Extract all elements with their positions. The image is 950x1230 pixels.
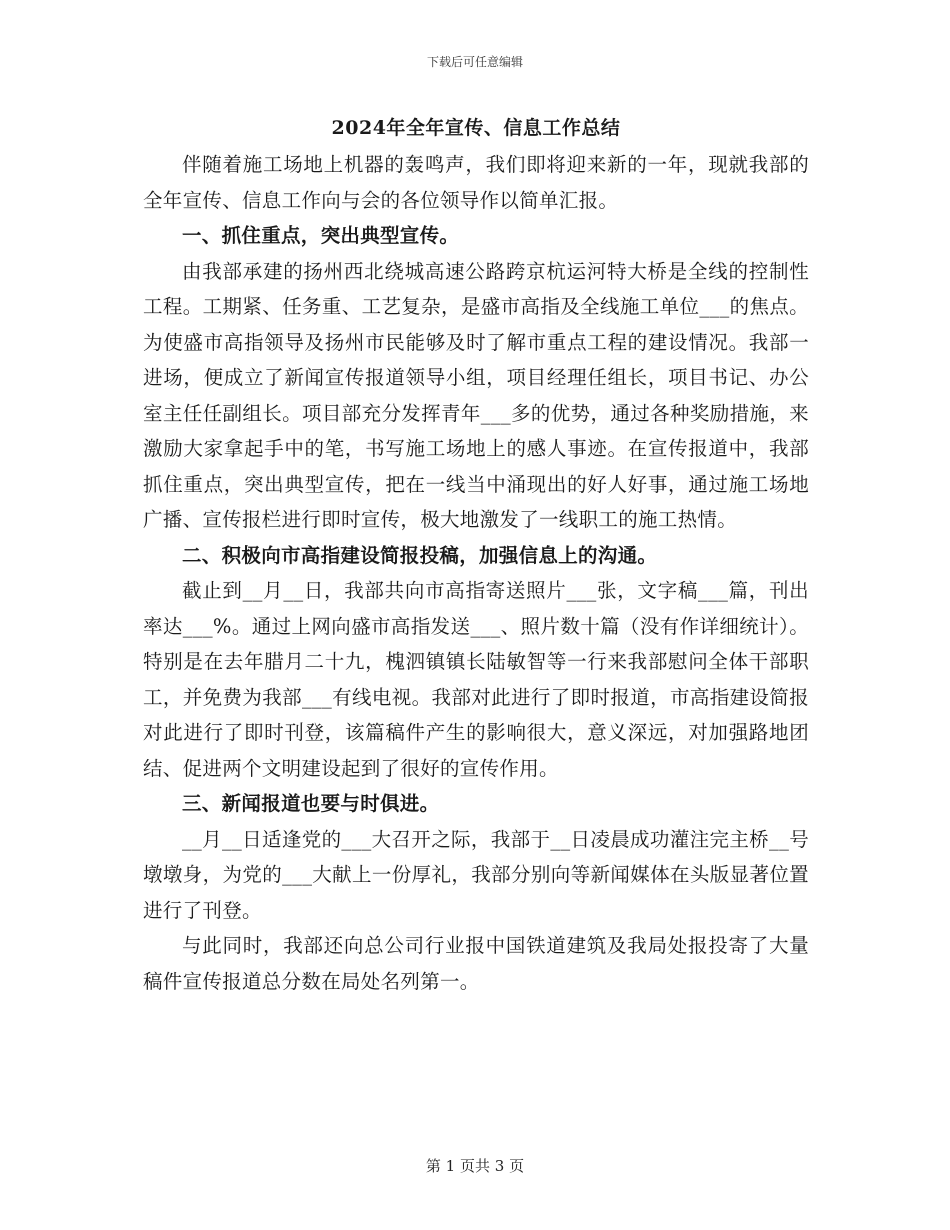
section-paragraph-1: 由我部承建的扬州西北绕城高速公路跨京杭运河特大桥是全线的控制性工程。工期紧、任务重、工艺复杂，是盛市高指及全线施工单位___的焦点。为使盛市高指领导及扬州市民能够及时了解市重点工程的建设情况。我部一进场，便成立了新闻宣传报道领导小组，项目经理任组长，项目书记、办公室主任任副组长。项目部充分发挥青年___多的优势，通过各种奖励措施，来激励大家拿起手中的笔，书写施工场地上的感人事迹。在宣传报道中，我部抓住重点，突出典型宣传，把在一线当中涌现出的好人好事，通过施工场地广播、宣传报栏进行即时宣传，极大地激发了一线职工的施工热情。 bbox=[143, 259, 809, 531]
section-heading-3: 三、新闻报道也要与时俱进。 bbox=[182, 792, 440, 815]
document-title: 2024年全年宣传、信息工作总结 bbox=[331, 117, 621, 139]
section-paragraph-2: 截止到__月__日，我部共向市高指寄送照片___张，文字稿___篇，刊出率达___%。通过上网向盛市高指发送___、照片数十篇（没有作详细统计）。特别是在去年腊月二十九，槐泗镇镇长陆敏智等一行来我部慰问全体干部职工，并免费为我部___有线电视。我部对此进行了即时报道，市高指建设简报对此进行了即时刊登，该篇稿件产生的影响很大，意义深远，对加强路地团结、促进两个文明建设起到了很好的宣传作用。 bbox=[143, 579, 809, 780]
page-header-note: 下载后可任意编辑 bbox=[426, 55, 523, 69]
intro-paragraph: 伴随着施工场地上机器的轰鸣声，我们即将迎来新的一年，现就我部的全年宣传、信息工作向与会的各位领导作以简单汇报。 bbox=[143, 153, 809, 212]
document-body bbox=[143, 113, 809, 999]
page-number: 第 1 页共 3 页 bbox=[425, 1157, 525, 1175]
section-heading-1: 一、抓住重点，突出典型宣传。 bbox=[182, 224, 460, 247]
section-paragraph-3: __月__日适逢党的___大召开之际，我部于__日凌晨成功灌注完主桥__号墩墩身，为党的___大献上一份厚礼，我部分别向等新闻媒体在头版显著位置进行了刊登。 bbox=[143, 827, 809, 922]
section-paragraph-4: 与此同时，我部还向总公司行业报中国铁道建筑及我局处报投寄了大量稿件宣传报道总分数在局处名列第一。 bbox=[143, 934, 809, 993]
section-heading-2: 二、积极向市高指建设简报投稿，加强信息上的沟通。 bbox=[182, 543, 658, 567]
